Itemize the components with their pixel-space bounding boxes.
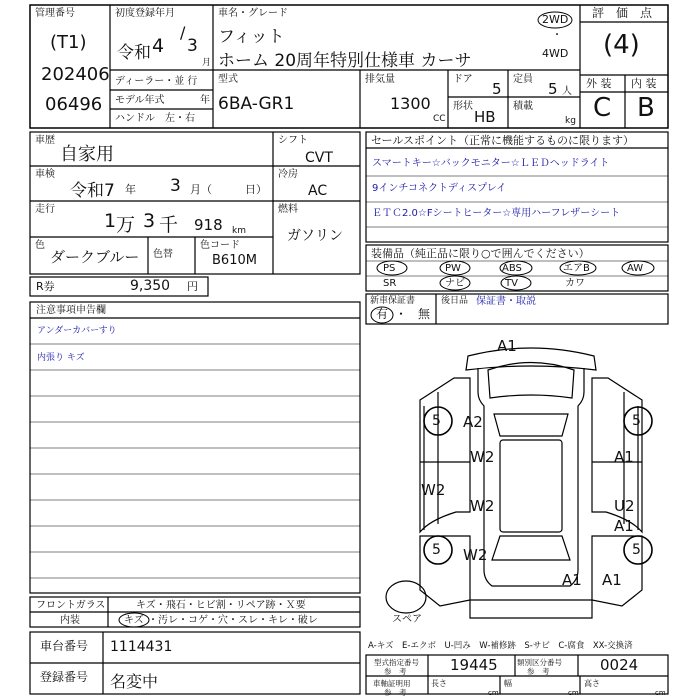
color-label: 色 <box>35 240 45 251</box>
height-unit: cm <box>655 689 666 697</box>
chassis-value: 1114431 <box>110 639 173 655</box>
load-label: 積載 <box>513 101 533 112</box>
warranty-yes: 有 <box>376 307 389 321</box>
shaken-year-unit: 年 <box>125 183 136 196</box>
mileage-unit: km <box>232 226 246 236</box>
interior-glass-label: 内装 <box>60 615 80 626</box>
doors: 5 <box>492 80 502 98</box>
score-label: 評 価 点 <box>592 6 653 20</box>
handle-label: ハンドル 左・右 <box>115 113 195 124</box>
note-1: アンダーカバーすり <box>37 326 117 336</box>
equipment-title: 装備品（純正品に限り○で囲んでください） <box>371 247 590 260</box>
model-year-unit: 年 <box>200 95 210 106</box>
fuel: ガソリン <box>287 228 343 244</box>
chassis-label: 車台番号 <box>40 639 89 653</box>
capacity-unit: 人 <box>562 86 572 97</box>
mark-left-a2: A2 <box>463 413 483 431</box>
mark-bottom-a1-left: A1 <box>562 571 582 589</box>
slash: / <box>180 23 186 42</box>
selling-point-3: ＥＴＣ2.0☆Fシートヒーター☆専用ハーフレザーシート <box>372 208 621 219</box>
spare-label: スペア <box>392 614 422 625</box>
class-label: 類別区分番号 <box>517 658 562 667</box>
later-label: 後日品 <box>441 296 469 306</box>
doors-label: ドア <box>453 74 473 85</box>
exterior-label: 外 装 <box>586 77 612 90</box>
selling-point-1: スマートキー☆バックモニター☆ＬＥＤヘッドライト <box>372 158 610 169</box>
height-label: 高さ <box>584 679 600 688</box>
displacement-unit: CC <box>433 114 446 124</box>
mark-left-w2: W2 <box>421 481 446 499</box>
mark-left-w2-rear: W2 <box>463 546 488 564</box>
color-code-label: 色コード <box>200 240 240 251</box>
mgmt-code: (T1) <box>50 32 87 53</box>
shaken-month: 3 <box>170 176 181 196</box>
grade: ホーム 20周年特別仕様車 カーサ <box>218 51 472 71</box>
capacity-label: 定員 <box>513 74 533 85</box>
recycle-amount: 9,350 <box>130 278 171 294</box>
capacity: 5 <box>548 80 558 98</box>
equip-navi: ナビ <box>445 278 465 289</box>
ac: AC <box>308 183 328 199</box>
mark-center-w2-rear: W2 <box>470 497 495 515</box>
mark-left-tire-front: 5 <box>432 413 441 429</box>
drive-2wd: 2WD <box>542 13 569 26</box>
notes-title: 注意事項申告欄 <box>36 305 106 316</box>
displacement-label: 排気量 <box>365 74 395 85</box>
score: (4) <box>603 30 640 60</box>
interior-label: 内 装 <box>631 77 657 90</box>
shift-label: シフト <box>278 135 308 146</box>
mileage-label: 走行 <box>35 204 55 215</box>
load-unit: kg <box>565 116 576 126</box>
exterior-grade: C <box>593 93 612 123</box>
interior-grade: B <box>637 93 655 123</box>
dealer-label: ディーラー・並 行 <box>115 76 198 87</box>
type-value: 19445 <box>450 656 498 674</box>
warranty-label: 新車保証書 <box>370 296 416 306</box>
displacement: 1300 <box>390 94 431 113</box>
recycle-unit: 円 <box>187 280 198 293</box>
front-glass-items: キズ・飛石・ヒビ割・リペア跡・Ｘ要 <box>136 600 306 611</box>
warranty-no: 無 <box>418 307 431 321</box>
year: 4 <box>152 35 165 57</box>
model: 6BA-GR1 <box>218 94 295 114</box>
type-ref: 参 考 <box>384 667 407 676</box>
mileage-man-unit: 万 <box>116 214 136 236</box>
month-unit: 月 <box>202 58 212 68</box>
equip-aw: AW <box>627 263 644 274</box>
cert-label: 車軸証明用 <box>373 679 411 688</box>
equip-abs: ABS <box>502 263 522 274</box>
interior-items: ・汚レ・コゲ・穴・スレ・キレ・破レ <box>148 615 318 626</box>
car-name: フィット <box>218 27 285 47</box>
fuel-label: 燃料 <box>278 204 298 215</box>
mark-left-tire-rear: 5 <box>432 542 441 558</box>
width-label: 幅 <box>504 679 512 688</box>
mileage-sen-unit: 千 <box>159 214 179 236</box>
registration-label: 登録番号 <box>40 670 89 684</box>
mark-right-tire-front: 5 <box>632 413 641 429</box>
mark-right-u2: U2 <box>614 497 635 515</box>
warranty-dot: ・ <box>395 307 408 321</box>
equip-ps: PS <box>383 263 396 274</box>
history: 自家用 <box>60 144 114 165</box>
width-unit: cm <box>568 689 579 697</box>
mark-right-a1-mid: A1 <box>614 517 634 535</box>
mark-roof-a1: A1 <box>497 337 517 355</box>
equip-leather: カワ <box>565 278 585 289</box>
month: 3 <box>187 36 198 56</box>
equip-tv: TV <box>505 278 518 289</box>
drive-4wd: 4WD <box>542 47 569 60</box>
car-name-label: 車名・グレード <box>218 8 288 19</box>
era: 令和 <box>117 43 151 63</box>
shape-label: 形状 <box>453 101 473 112</box>
equip-airbag: エアB <box>563 263 590 274</box>
model-year-label: モデル年式 <box>115 95 165 106</box>
type-label: 型式指定番号 <box>374 658 419 667</box>
color-code: B610M <box>212 253 257 268</box>
later-items: 保証書・取説 <box>476 296 536 307</box>
selling-point-2: 9インチコネクトディスプレイ <box>372 183 507 194</box>
mark-right-a1-front: A1 <box>614 448 634 466</box>
first-reg-label: 初度登録年月 <box>115 8 175 19</box>
mileage-man: 1 <box>104 210 117 232</box>
note-2: 内張り キズ <box>37 353 85 363</box>
registration-value: 名変中 <box>110 672 159 691</box>
mark-center-w2-front: W2 <box>470 448 495 466</box>
shaken-era: 令和7 <box>70 181 115 201</box>
shift: CVT <box>305 150 333 166</box>
color: ダークブルー <box>50 248 140 266</box>
shaken-day-unit: 日） <box>245 183 267 196</box>
cert-ref: 参 考 <box>384 688 407 697</box>
shaken-label: 車検 <box>35 169 55 180</box>
shaken-month-unit: 月（ <box>190 183 212 196</box>
length-unit: cm <box>488 689 499 697</box>
interior-circled-item: キズ <box>124 615 144 626</box>
mileage-rest: 918 <box>194 216 223 234</box>
drive-dot: ・ <box>552 30 562 41</box>
color-change-label: 色替 <box>153 249 173 260</box>
recycle-label: R券 <box>36 280 55 293</box>
mark-bottom-a1-right: A1 <box>602 571 622 589</box>
mgmt-num2: 06496 <box>45 94 103 115</box>
model-label: 型式 <box>218 74 238 85</box>
mgmt-num1: 202406 <box>41 64 110 85</box>
ac-label: 冷房 <box>278 169 298 180</box>
equip-sr: SR <box>383 278 397 289</box>
class-value: 0024 <box>600 656 639 674</box>
equip-pw: PW <box>445 263 461 274</box>
shape: HB <box>474 108 496 126</box>
selling-points-title: セールスポイント（正常に機能するものに限ります） <box>371 134 635 147</box>
mgmt-label: 管理番号 <box>35 8 75 19</box>
class-ref: 参 考 <box>527 667 550 676</box>
front-glass-label: フロントガラス <box>36 600 106 611</box>
length-label: 長さ <box>431 679 447 688</box>
mileage-sen: 3 <box>143 210 156 232</box>
mark-right-tire-rear: 5 <box>632 542 641 558</box>
history-label: 車歴 <box>35 135 55 146</box>
damage-legend: A-キズ E-エクボ U-凹み W-補修跡 S-サビ C-腐食 XX-交換済 <box>368 641 633 651</box>
